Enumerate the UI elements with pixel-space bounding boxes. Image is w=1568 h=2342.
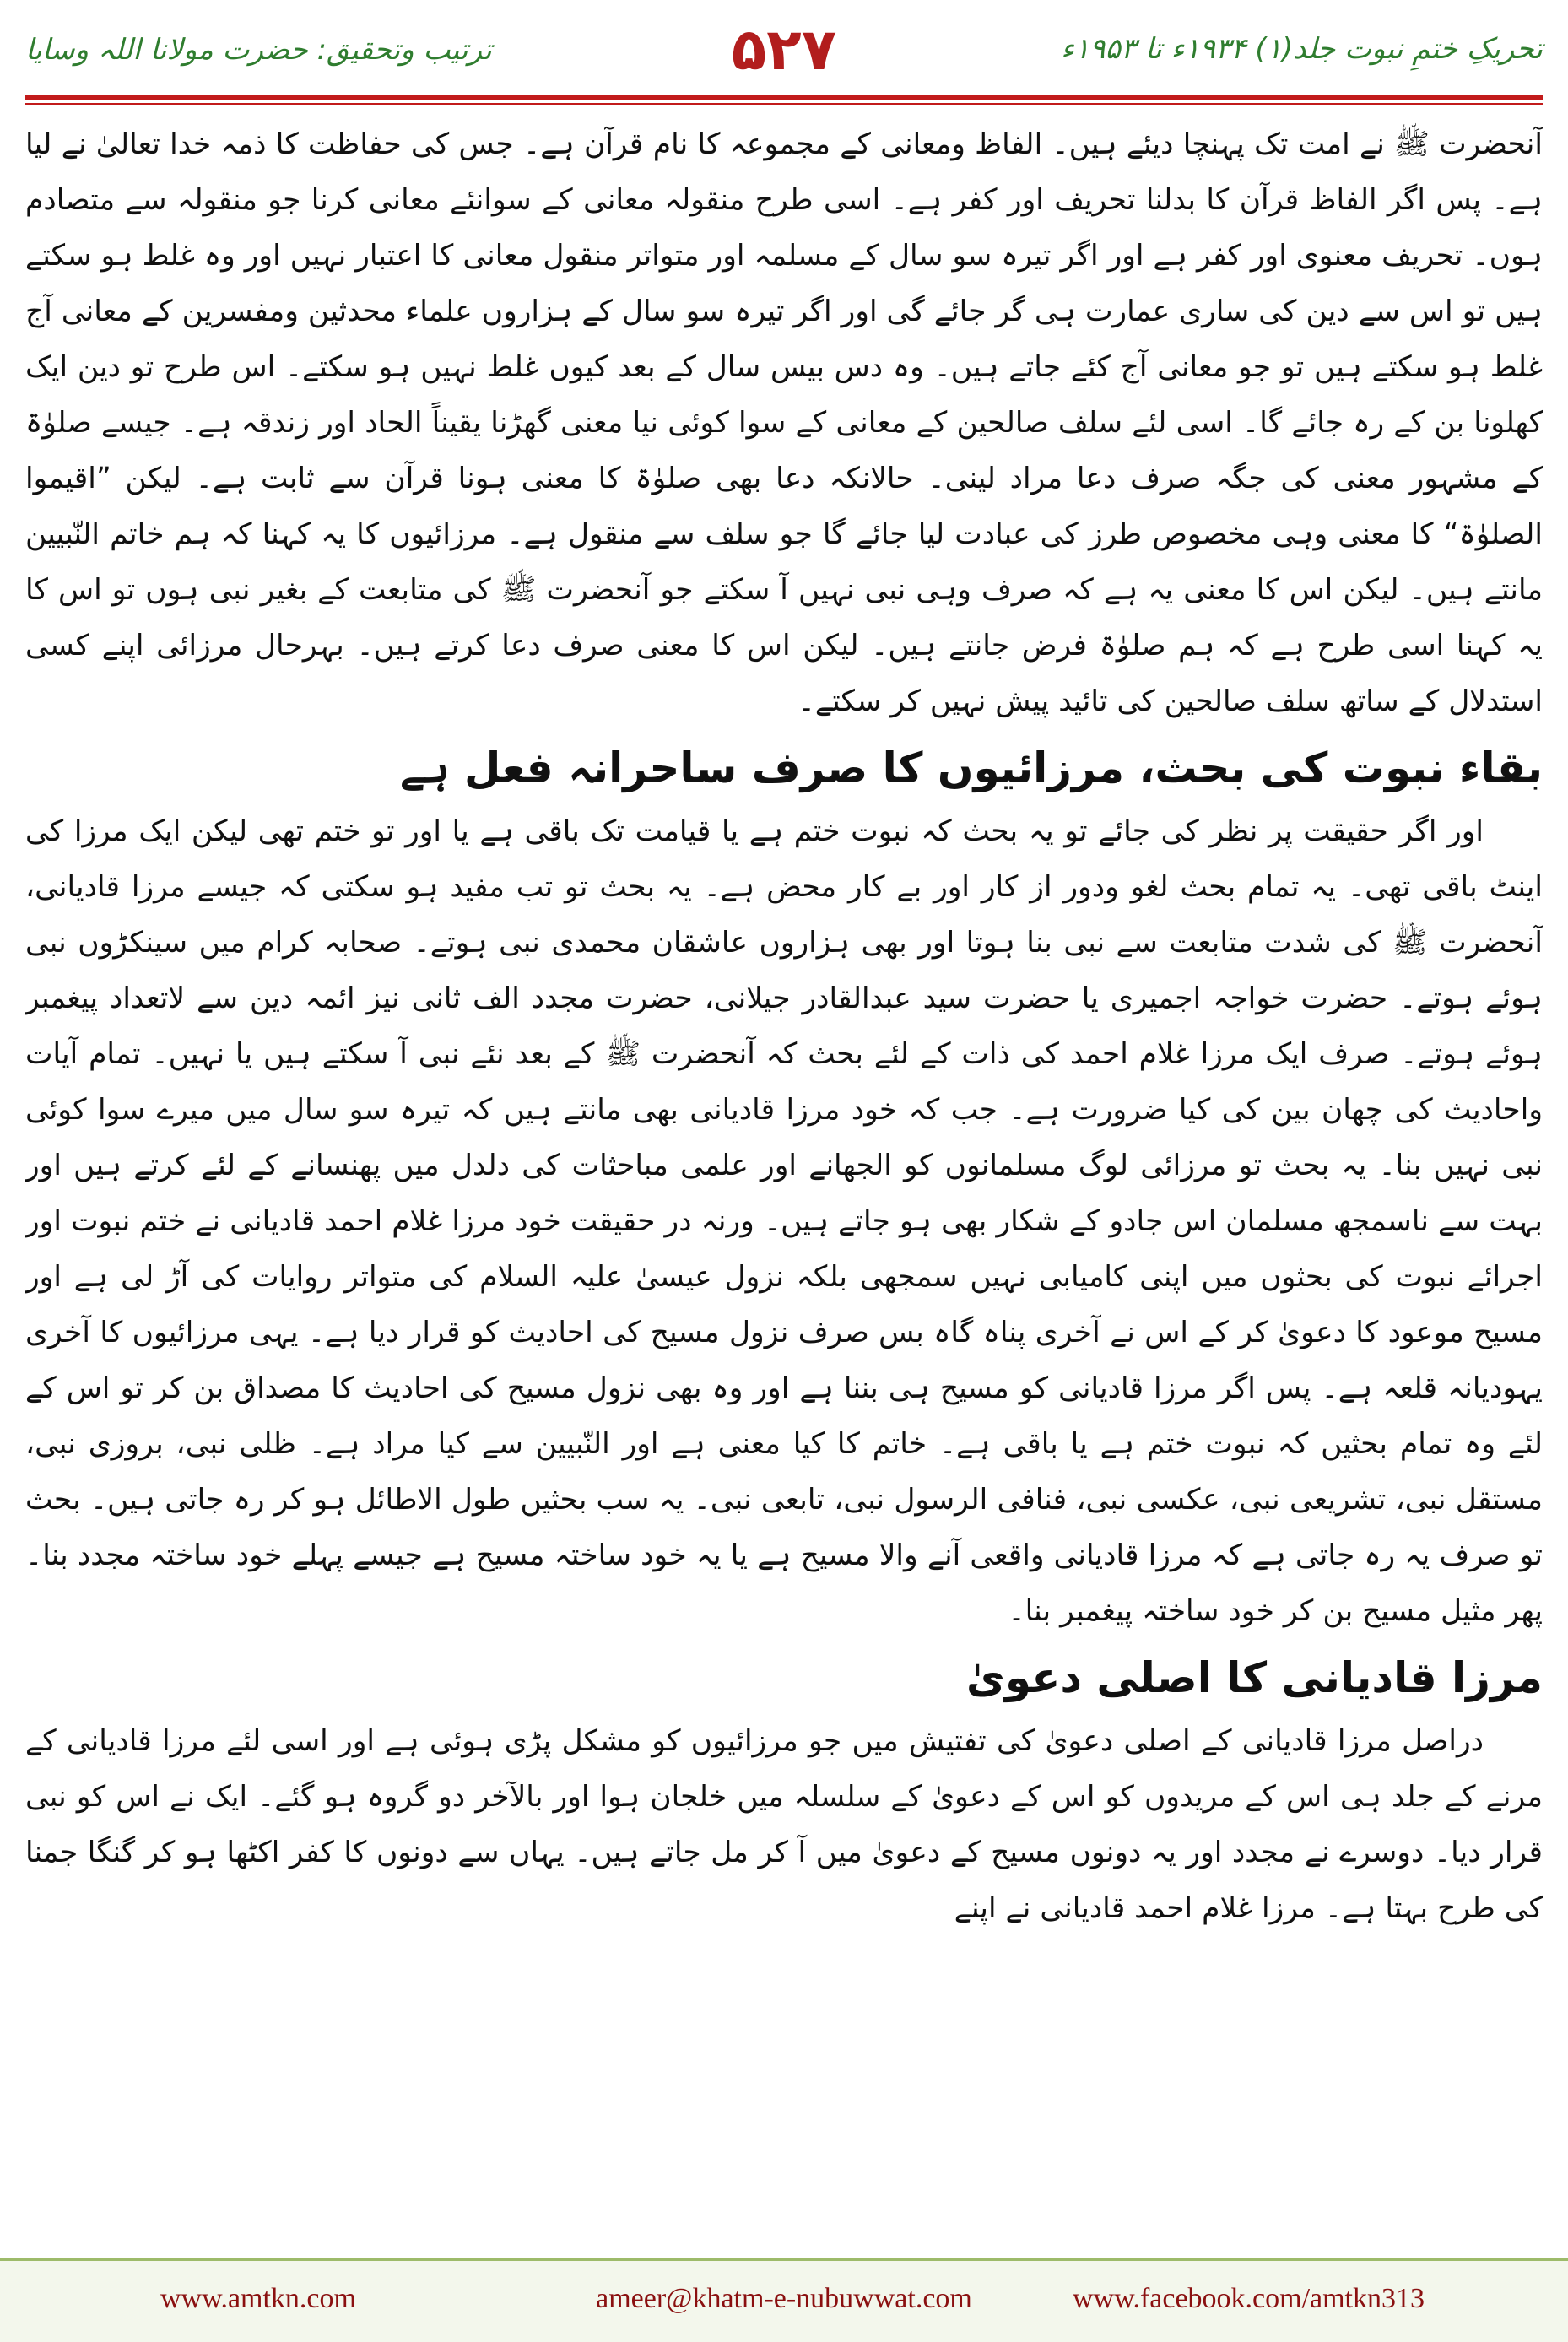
website-link[interactable]: www.amtkn.com — [160, 2283, 356, 2314]
body-paragraph: آنحضرت ﷺ نے امت تک پہنچا دیئے ہیں۔ الفاظ ومعانی کے مجموعہ کا نام قرآن ہے۔ جس کی حفاظت کا ذمہ خدا تعالیٰ نے لیا ہے۔ پس اگر الفاظ قرآن کا بدلنا تحریف اور کفر ہے۔ اسی طرح منقولہ معانی کے سوانئے معانی کرنا جو منقولہ سے متصادم ہوں۔ تحریف معنوی اور کفر ہے اور اگر تیرہ سو سال کے مسلمہ اور متواتر منقول معانی کا اعتبار نہیں اور وہ غلط ہو سکتے ہیں تو اس سے دین کی ساری عمارت ہی گر جائے گی اور اگر تیرہ سو سال کے ہزاروں علماء محدثین ومفسرین کے معانی آج غلط ہو سکتے ہیں تو جو معانی آج کئے جاتے ہیں۔ وہ دس بیس سال کے بعد کیوں غلط نہیں ہو سکتے۔ اس طرح تو دین ایک کھلونا بن کے رہ جائے گا۔ اسی لئے سلف صالحین کے معانی کے سوا کوئی نیا معنی گھڑنا یقیناً الحاد اور زندقہ ہے۔ جیسے صلوٰۃ کے مشہور معنی کی جگہ صرف دعا مراد لینی۔ حالانکہ دعا بھی صلوٰۃ کا معنی ہونا قرآن سے ثابت ہے۔ لیکن ”اقیموا الصلوٰۃ“ کا معنی وہی مخصوص طرز کی عبادت لیا جائے گا جو سلف سے منقول ہے۔ مرزائیوں کا یہ کہنا کہ ہم خاتم النّبیین مانتے ہیں۔ لیکن اس کا معنی یہ ہے کہ صرف وہی نبی نہیں آ سکتے جو آنحضرت ﷺ کی متابعت کے بغیر نبی ہوں تو اس کا یہ کہنا اسی طرح ہے کہ ہم صلوٰۃ فرض جانتے ہیں۔ لیکن اس کا معنی صرف دعا کرتے ہیں۔ بہرحال مرزائی اپنے کسی استدلال کے ساتھ سلف صالحین کی تائید پیش نہیں کر سکتے۔ — [25, 127, 1543, 718]
compiler-credit: ترتیب وتحقیق: حضرت مولانا اللہ وسایا — [25, 33, 492, 67]
page-body — [25, 116, 1543, 2251]
section-heading: مرزا قادیانی کا اصلی دعویٰ — [966, 1653, 1543, 1702]
body-paragraph: دراصل مرزا قادیانی کے اصلی دعویٰ کی تفتیش میں جو مرزائیوں کو مشکل پڑی ہوئی ہے اور اسی لئے مرزا قادیانی کے مرنے کے جلد ہی اس کے مریدوں کو اس کے دعویٰ کے سلسلہ میں خلجان ہوا اور بالآخر دو گروہ ہو گئے۔ ایک نے اس کو نبی قرار دیا۔ دوسرے نے مجدد اور یہ دونوں مسیح کے دعویٰ میں آ کر مل جاتے ہیں۔ یہاں سے دونوں کا کفر اکٹھا ہو کر گنگا جمنا کی طرح بہتا ہے۔ مرزا غلام احمد قادیانی نے اپنے — [25, 1724, 1543, 1925]
page-number: ۵۲۷ — [731, 17, 837, 84]
header-divider — [25, 95, 1543, 100]
page-footer — [0, 2258, 1568, 2342]
page-header — [25, 17, 1543, 93]
section-heading: بقاء نبوت کی بحث، مرزائیوں کا صرف ساحرانہ فعل ہے — [400, 744, 1543, 792]
header-divider-thin — [25, 103, 1543, 105]
book-title: تحریکِ ختمِ نبوت جلد(۱) ۱۹۳۴ء تا ۱۹۵۳ء — [1061, 32, 1543, 66]
email-link[interactable]: ameer@khatm-e-nubuwwat.com — [596, 2283, 972, 2314]
body-paragraph: اور اگر حقیقت پر نظر کی جائے تو یہ بحث کہ نبوت ختم ہے یا قیامت تک باقی ہے یا اور تو ختم تھی لیکن ایک مرزا کی اینٹ باقی تھی۔ یہ تمام بحث لغو ودور از کار اور بے کار محض ہے۔ یہ بحث تو تب مفید ہو سکتی کہ جیسے مرزا قادیانی، آنحضرت ﷺ کی شدت متابعت سے نبی بنا ہوتا اور بھی ہزاروں عاشقان محمدی نبی ہوتے۔ صحابہ کرام میں سینکڑوں نبی ہوئے ہوتے۔ حضرت خواجہ اجمیری یا حضرت سید عبدالقادر جیلانی، حضرت مجدد الف ثانی نیز ائمہ دین سے لاتعداد پیغمبر ہوئے ہوتے۔ صرف ایک مرزا غلام احمد کی ذات کے لئے بحث کہ آنحضرت ﷺ کے بعد نئے نبی آ سکتے ہیں یا نہیں۔ تمام آیات واحادیث کی چھان بین کی کیا ضرورت ہے۔ جب کہ خود مرزا قادیانی بھی مانتے ہیں کہ تیرہ سو سال میں میرے سوا کوئی نبی نہیں بنا۔ یہ بحث تو مرزائی لوگ مسلمانوں کو الجھانے اور علمی مباحثات کی دلدل میں پھنسانے کے لئے کرتے ہیں اور بہت سے ناسمجھ مسلمان اس جادو کے شکار بھی ہو جاتے ہیں۔ ورنہ در حقیقت خود مرزا غلام احمد قادیانی نے ختم نبوت اور اجرائے نبوت کی بحثوں میں اپنی کامیابی نہیں سمجھی بلکہ نزول عیسیٰ علیہ السلام کی متواتر روایات کی آڑ لی ہے اور مسیح موعود کا دعویٰ کر کے اس نے آخری پناہ گاہ بس صرف نزول مسیح کی احادیث کو قرار دیا ہے۔ یہی مرزائیوں کا آخری یہودیانہ قلعہ ہے۔ پس اگر مرزا قادیانی کو مسیح ہی بننا ہے اور وہ بھی نزول مسیح کی احادیث کا مصداق بن کر تو اس کے لئے وہ تمام بحثیں کہ نبوت ختم ہے یا باقی ہے۔ خاتم کا کیا معنی ہے اور النّبیین سے کیا مراد ہے۔ ظلی نبی، بروزی نبی، مستقل نبی، تشریعی نبی، عکسی نبی، فنافی الرسول نبی، تابعی نبی۔ یہ سب بحثیں طول الاطائل ہو کر رہ جاتی ہیں۔ بحث تو صرف یہ رہ جاتی ہے کہ مرزا قادیانی واقعی آنے والا مسیح ہے یا یہ خود ساختہ مسیح ہے جیسے پہلے خود ساختہ مجدد بنا۔ پھر مثیل مسیح بن کر خود ساختہ پیغمبر بنا۔ — [25, 814, 1543, 1628]
facebook-link[interactable]: www.facebook.com/amtkn313 — [1072, 2283, 1425, 2314]
